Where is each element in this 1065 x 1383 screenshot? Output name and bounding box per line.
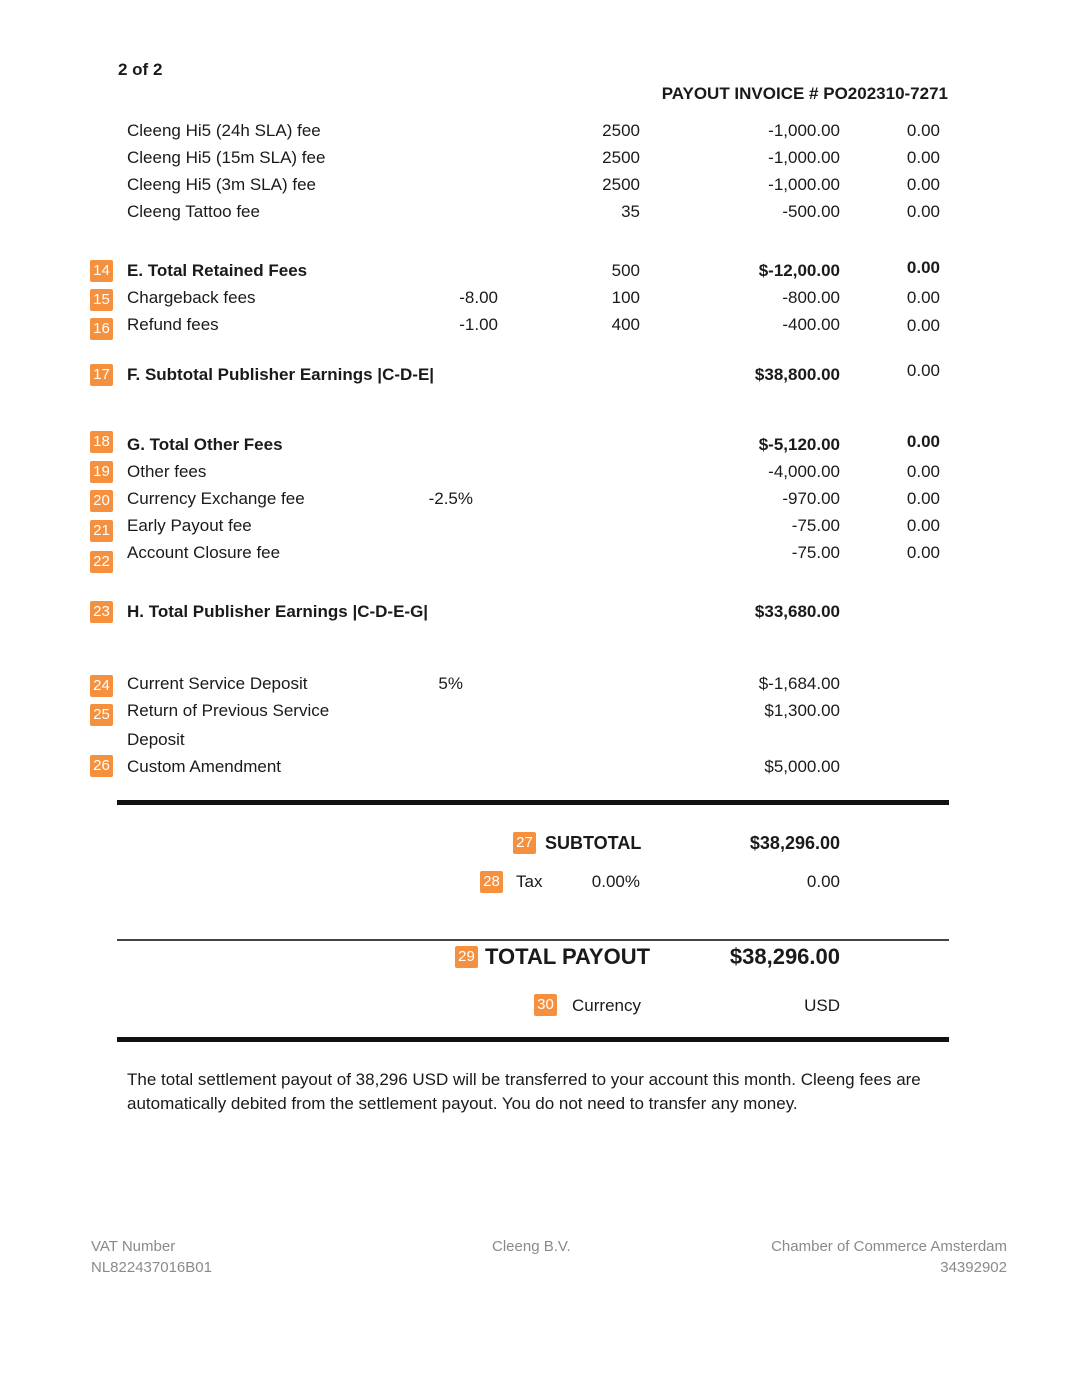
row-badge: 28 [480,871,503,893]
row-badge: 18 [90,431,113,453]
row-label: Return of Previous Service [127,701,330,720]
total-payout-amount: $38,296.00 [729,944,840,969]
section-h-label: H. Total Publisher Earnings |C-D-E-G| [127,602,429,621]
divider-thick [117,1037,949,1042]
row-label: Currency Exchange fee [127,489,305,508]
section-e-label: E. Total Retained Fees [127,261,308,280]
invoice-title: PAYOUT INVOICE # PO202310-7271 [661,84,948,103]
section-e-qty: 500 [611,261,640,280]
row-badge: 24 [90,675,113,697]
row-badge: 15 [90,289,113,311]
row-amount: -400.00 [782,315,840,334]
section-e-amount: $-12,00.00 [758,261,840,280]
currency-value: USD [804,996,840,1015]
row-qty: 100 [611,288,640,307]
row-vat: 0.00 [906,148,940,167]
row-label: Current Service Deposit [127,674,308,693]
row-label: Chargeback fees [127,288,256,307]
row-label: Early Payout fee [127,516,252,535]
payout-note: The total settlement payout of 38,296 USD will be transferred to your account this month. Cleeng fees are automatically debited from the settlement payout. You do not need to transfer any money. [127,1070,921,1113]
row-badge: 17 [90,364,113,386]
row-amount: -1,000.00 [768,148,840,167]
vat-number-value: NL822437016B01 [91,1259,212,1276]
row-amount: -1,000.00 [768,175,840,194]
row-vat: 0.00 [906,121,940,140]
divider-thick [117,800,949,805]
row-label: Custom Amendment [127,757,282,776]
subtotal-label: SUBTOTAL [545,833,642,853]
chamber-value: 34392902 [940,1259,1007,1276]
chamber-label: Chamber of Commerce Amsterdam [771,1238,1007,1255]
row-qty: 2500 [602,148,640,167]
row-badge: 27 [513,832,536,854]
tax-amount: 0.00 [806,872,840,891]
row-badge: 25 [90,704,113,726]
row-label: Cleeng Hi5 (3m SLA) fee [127,175,316,194]
row-badge: 22 [90,551,113,573]
row-badge: 29 [455,946,478,968]
section-g-vat: 0.00 [906,432,940,451]
section-f-label: F. Subtotal Publisher Earnings |C-D-E| [127,365,435,384]
row-vat: 0.00 [906,316,940,335]
row-amount: $1,300.00 [764,701,840,720]
tax-label: Tax [516,872,543,891]
row-amount: -75.00 [791,516,840,535]
row-amount: $-1,684.00 [758,674,840,693]
row-badge: 20 [90,490,113,512]
section-g-amount: $-5,120.00 [758,435,840,454]
row-amount: -4,000.00 [768,462,840,481]
row-label: Cleeng Hi5 (24h SLA) fee [127,121,321,140]
row-label: Cleeng Tattoo fee [127,202,260,221]
row-rate: 5% [438,674,463,693]
row-qty: 400 [611,315,640,334]
row-amount: -500.00 [782,202,840,221]
row-label: Other fees [127,462,207,481]
divider-thin [117,939,949,941]
row-rate: -2.5% [428,489,473,508]
row-vat: 0.00 [906,288,940,307]
total-payout-label: TOTAL PAYOUT [485,944,651,969]
section-f-vat: 0.00 [906,361,940,380]
row-badge: 30 [534,994,557,1016]
row-amount: $5,000.00 [764,757,840,776]
row-qty: 35 [621,202,640,221]
row-label-continued: Deposit [127,730,185,749]
row-badge: 26 [90,755,113,777]
row-badge: 19 [90,461,113,483]
section-e-vat: 0.00 [906,258,940,277]
row-badge: 14 [90,260,113,282]
row-label: Refund fees [127,315,219,334]
row-rate: -1.00 [459,315,498,334]
section-g-label: G. Total Other Fees [127,435,283,454]
row-qty: 2500 [602,175,640,194]
row-vat: 0.00 [906,175,940,194]
page-number: 2 of 2 [118,60,163,79]
row-vat: 0.00 [906,516,940,535]
row-amount: -75.00 [791,543,840,562]
row-rate: -8.00 [459,288,498,307]
vat-number-label: VAT Number [91,1238,176,1255]
subtotal-amount: $38,296.00 [749,833,840,853]
row-amount: -800.00 [782,288,840,307]
row-badge: 23 [90,601,113,623]
row-vat: 0.00 [906,489,940,508]
section-f-amount: $38,800.00 [754,365,840,384]
section-h-amount: $33,680.00 [754,602,840,621]
row-vat: 0.00 [906,202,940,221]
row-amount: -1,000.00 [768,121,840,140]
row-badge: 16 [90,318,113,340]
currency-label: Currency [572,996,641,1015]
row-label: Cleeng Hi5 (15m SLA) fee [127,148,326,167]
row-qty: 2500 [602,121,640,140]
row-amount: -970.00 [782,489,840,508]
company-name: Cleeng B.V. [492,1238,571,1255]
row-badge: 21 [90,520,113,542]
row-vat: 0.00 [906,543,940,562]
row-label: Account Closure fee [127,543,281,562]
row-vat: 0.00 [906,462,940,481]
tax-rate: 0.00% [591,872,640,891]
